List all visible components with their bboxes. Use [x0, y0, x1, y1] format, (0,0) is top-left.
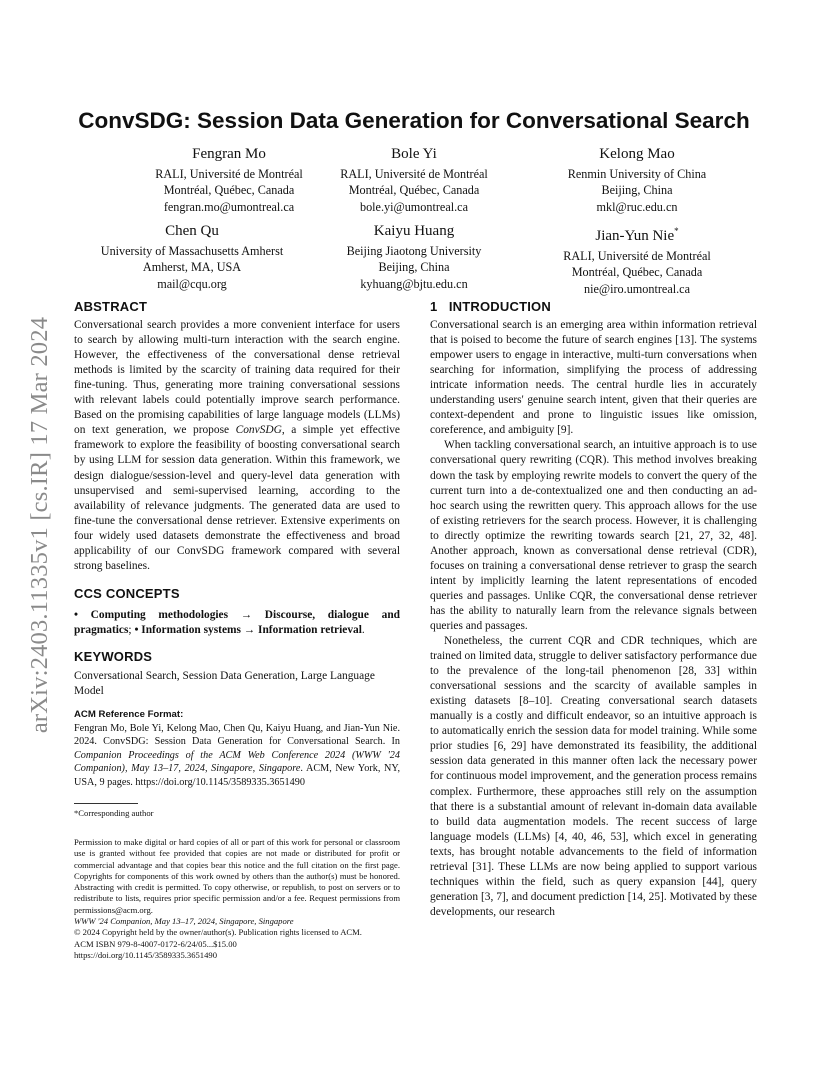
author-location: Beijing, China [378, 260, 450, 275]
author-name: Kelong Mao [599, 146, 675, 162]
author-affiliation: Renmin University of China [567, 167, 707, 181]
author-block-bole-yi [294, 145, 534, 215]
doi-link[interactable]: https://doi.org/10.1145/3589335.3651490 [74, 949, 217, 960]
author-location: Montréal, Québec, Canada [348, 183, 480, 198]
ccs-heading: CCS CONCEPTS [74, 586, 180, 601]
copyright-block [74, 837, 400, 961]
keywords-text: Conversational Search, Session Data Generation, Large Language Model [74, 670, 375, 698]
permission-notice: Permission to make digital or hard copies of all or part of this work for personal or classroom use is granted without fee provided that copies are not made or distributed for profit or commercial advantage and that copies bear this notice and the full citation on the first page. Copyrights for components of this work owned by others than the author(s) must be honored. Abstracting with credit is permitted. To copy otherwise, or republish, to post on servers or to redistribute to lists, requires prior specific permission and/or a fee. Request permissions from permissions@acm.org. [74, 837, 400, 915]
arxiv-identifier-stamp: arXiv:2403.11335v1 [cs.IR] 17 Mar 2024 [26, 316, 54, 734]
ccs-text: • Computing methodologies → Discourse, dialogue and pragmatics; • Information systems → Information retrieval. [74, 609, 400, 637]
conference-info: WWW '24 Companion, May 13–17, 2024, Singapore, Singapore [74, 916, 294, 927]
author-email[interactable]: mail@cqu.org [157, 276, 227, 291]
introduction-heading: 1 INTRODUCTION [430, 299, 551, 314]
author-email[interactable]: kyhuang@bjtu.edu.cn [360, 276, 468, 291]
author-name: Fengran Mo [192, 146, 266, 162]
abstract-text: Conversational search provides a more convenient interface for users to search by allowing multi-turn interaction with the search engine. However, the effectiveness of the conversational dense retrieval methods is limited by the scarcity of training data required for their fine-tuning. Thus, generating more training conversational sessions with relevant labels could potentially improve search performance. Based on the promising capabilities of large language models (LLMs) on text generation, we propose ConvSDG, a simple yet effective framework to explore the feasibility of boosting conversational search by using LLM for session data generation. Within this framework, we design dialogue/session-level and query-level data generation with unsupervised and semi-supervised learning, according to the availability of relevance judgments. The generated data are used to fine-tune the conversational dense retriever. Extensive experiments on four widely used datasets demonstrate the effectiveness and broad applicability of our ConvSDG framework compared with several strong baselines. [74, 319, 400, 572]
author-email[interactable]: mkl@ruc.edu.cn [596, 199, 678, 214]
author-affiliation: RALI, Université de Montréal [340, 167, 488, 181]
copyright-notice: © 2024 Copyright held by the owner/author(s). Publication rights licensed to ACM. [74, 927, 362, 938]
author-affiliation: University of Massachusetts Amherst [100, 244, 284, 258]
author-email[interactable]: bole.yi@umontreal.ca [359, 199, 468, 214]
author-location: Beijing, China [601, 183, 673, 198]
corresponding-mark: * [674, 226, 679, 236]
acm-reference-format [74, 708, 400, 790]
introduction-section [430, 299, 757, 920]
author-affiliation: RALI, Université de Montréal [155, 167, 303, 181]
intro-paragraph-2: When tackling conversational search, an intuitive approach is to use conversational query rewriting (CQR). This method involves breaking down the task by employing rewrite models to convert the query of the current turn into a de-contextualized one and then conducting an ad-hoc search using the rewritten query. This approach allows for the use of existing retrievers for the search process. However, it is challenging to directly optimize the rewriting towards search [21, 27, 32, 48]. Another approach, known as conversational dense retrieval (CDR), focuses on training a conversational dense retriever to grasp the search intent by implicitly learning the latent representations of encoded queries and passages. Unlike CQR, the conversational dense retriever has the ability to naturally learn from the relevance signals between queries and passages. [430, 439, 757, 632]
author-block-chen-qu [72, 222, 312, 292]
author-location: Montréal, Québec, Canada [571, 265, 703, 280]
author-affiliation: Beijing Jiaotong University [346, 244, 482, 258]
author-email[interactable]: nie@iro.umontreal.ca [584, 281, 690, 296]
author-name: Chen Qu [165, 223, 219, 239]
abstract-section [74, 299, 400, 574]
author-block-kelong-mao [517, 145, 757, 215]
ccs-concepts-section [74, 586, 400, 638]
author-location: Amherst, MA, USA [142, 260, 242, 275]
intro-paragraph-1: Conversational search is an emerging area within information retrieval that is poised to become the future of search engines [13]. The systems empower users to engage in interactive, multi-turn conversations when searching for information, simplifying the process of addressing intricate information needs. The central hurdle lies in accurately understanding users' genuine search intent, given that their queries are context-dependent and prone to linguistic issues like omission, coreference, and ambiguity [9]. [430, 319, 757, 437]
author-block-kaiyu-huang [294, 222, 534, 292]
abstract-heading: ABSTRACT [74, 299, 148, 314]
isbn: ACM ISBN 979-8-4007-0172-6/24/05...$15.00 [74, 938, 237, 949]
author-email[interactable]: fengran.mo@umontreal.ca [163, 199, 295, 214]
footnote-divider [74, 803, 138, 804]
author-affiliation: RALI, Université de Montréal [563, 249, 711, 263]
intro-paragraph-3: Nonetheless, the current CQR and CDR techniques, which are trained on limited data, struggle to deliver satisfactory performance due to the prevalence of the long-tail phenomenon [28, 33] within conversational sessions and the scarcity of available samples in existing datasets [8–10]. Creating conversational search datasets manually is a costly and difficult endeavor, so an intuitive approach is to automatically enrich the session data for model training. While some prior studies [6, 29] have demonstrated its feasibility, the additional session data generated in this manner often lack the necessary power for continuous model improvement, and the generation process remains complex. Furthermore, these approaches still rely on the assumption that there is a substantial amount of relevant in-domain data available to build data augmentation models. The recent success of large language models (LLMs) [4, 40, 46, 53], which excel in generating texts, has brought notable advancements to the field of information retrieval [31]. These LLMs are now being applied to support various techniques within the field, such as query expansion [44], query generation [3, 7], and document prediction [14, 25]. Motivated by these developments, our research [430, 635, 757, 918]
acm-reference-text: Fengran Mo, Bole Yi, Kelong Mao, Chen Qu, Kaiyu Huang, and Jian-Yun Nie. 2024. ConvSDG: Session Data Generation for Conversational Search. In Companion Proceedings of the ACM Web Conference 2024 (WWW '24 Companion), May 13–17, 2024, Singapore, Singapore. ACM, New York, NY, USA, 9 pages. https://doi.org/10.1145/3589335.3651490 [74, 722, 400, 788]
keywords-heading: KEYWORDS [74, 649, 153, 664]
author-name: Kaiyu Huang [373, 223, 455, 239]
keywords-section [74, 649, 400, 699]
author-block-jian-yun-nie [517, 222, 757, 297]
author-name: Bole Yi [391, 146, 437, 162]
acm-reference-heading: ACM Reference Format: [74, 709, 184, 720]
author-location: Montréal, Québec, Canada [163, 183, 295, 198]
paper-title: ConvSDG: Session Data Generation for Conversational Search [78, 108, 750, 133]
corresponding-author-note: *Corresponding author [74, 808, 154, 818]
author-name: Jian-Yun Nie* [595, 226, 679, 244]
